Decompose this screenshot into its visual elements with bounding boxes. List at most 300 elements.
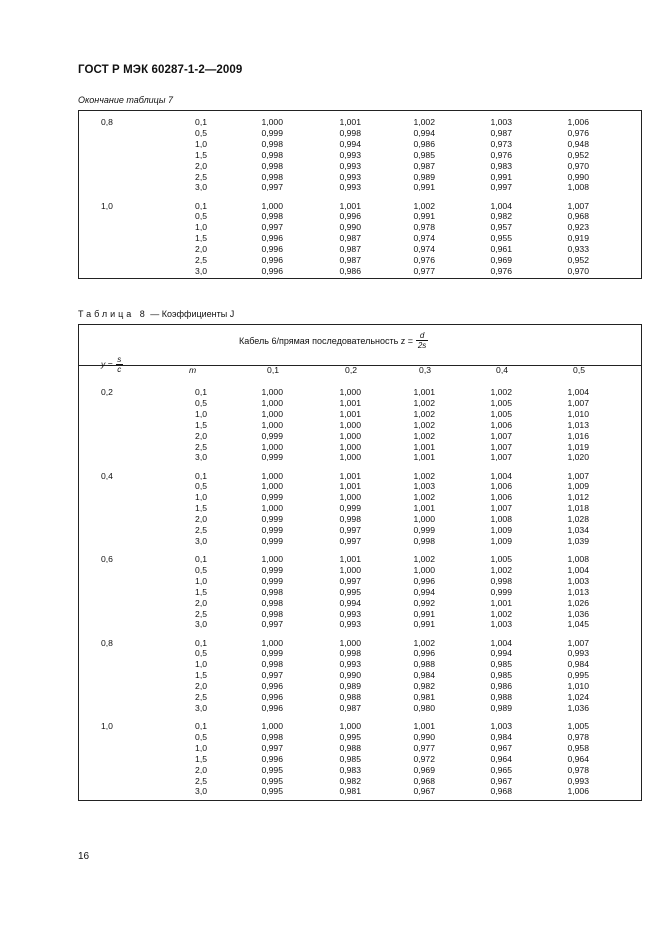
table-cell: 1,000 [261, 387, 283, 397]
table-cell: 0,999 [261, 127, 283, 138]
table-cell: 0,999 [490, 586, 512, 597]
table-cell: 0,923 [567, 222, 589, 233]
m-value: 2,0 [195, 681, 207, 692]
table-cell: 0,972 [413, 753, 435, 764]
table-cell: 0,994 [413, 586, 435, 597]
table-cell: 0,986 [339, 265, 361, 276]
table-cell: 0,992 [413, 597, 435, 608]
table-cell: 0,998 [261, 160, 283, 171]
table-cell: 0,998 [261, 149, 283, 160]
table-cell: 0,998 [261, 138, 283, 149]
m-value: 1,0 [195, 408, 207, 419]
m-value: 0,1 [195, 637, 207, 648]
table8-header-cable [239, 331, 428, 350]
table7 [78, 110, 642, 279]
table-cell: 1,001 [490, 597, 512, 608]
table-cell: 1,008 [490, 514, 512, 525]
table-cell: 0,993 [339, 160, 361, 171]
table-cell: 0,995 [567, 670, 589, 681]
table-cell: 1,004 [567, 564, 589, 575]
table-cell: 0,990 [413, 731, 435, 742]
table-cell: 1,001 [413, 503, 435, 514]
table-cell: 0,997 [261, 670, 283, 681]
m-value: 0,5 [195, 397, 207, 408]
column-header: 0,3 [419, 365, 431, 375]
table-cell: 0,999 [261, 564, 283, 575]
table-cell: 1,036 [567, 608, 589, 619]
table-cell: 1,007 [567, 200, 589, 211]
table-cell: 0,997 [261, 182, 283, 193]
table-cell: 0,987 [339, 233, 361, 244]
m-value: 2,5 [195, 171, 207, 182]
y-value: 0,8 [101, 637, 113, 648]
table-cell: 1,010 [567, 408, 589, 419]
table-cell: 0,994 [339, 138, 361, 149]
m-value: 1,5 [195, 419, 207, 430]
table-cell: 1,002 [413, 408, 435, 419]
table-cell: 0,996 [261, 702, 283, 713]
table-cell: 0,998 [339, 514, 361, 525]
table-cell: 1,000 [339, 387, 361, 397]
table-cell: 0,991 [413, 619, 435, 630]
table-cell: 1,000 [261, 637, 283, 648]
table-cell: 1,018 [567, 503, 589, 514]
table-cell: 0,993 [567, 648, 589, 659]
table8-caption-label: Таблица 8 [78, 309, 148, 319]
y-fraction [116, 355, 123, 374]
table-cell: 1,000 [261, 408, 283, 419]
table-cell: 0,993 [339, 182, 361, 193]
table-cell: 0,976 [413, 255, 435, 265]
table-cell: 1,002 [413, 637, 435, 648]
y-value: 0,2 [101, 387, 113, 397]
m-value: 3,0 [195, 452, 207, 463]
table-cell: 0,967 [413, 786, 435, 797]
table-cell: 1,000 [261, 397, 283, 408]
m-value: 2,0 [195, 764, 207, 775]
table-cell: 1,001 [339, 470, 361, 481]
table-cell: 0,985 [339, 753, 361, 764]
table-cell: 1,007 [490, 503, 512, 514]
table-cell: 1,000 [339, 564, 361, 575]
table-cell: 1,008 [567, 182, 589, 193]
table-cell: 1,006 [490, 481, 512, 492]
table-cell: 1,002 [413, 470, 435, 481]
table-cell: 0,999 [413, 525, 435, 535]
table8-caption-text: — Коэффициенты J [147, 309, 235, 319]
m-value: 2,5 [195, 441, 207, 452]
m-value: 1,0 [195, 492, 207, 503]
table-cell: 0,998 [490, 575, 512, 586]
table-cell: 0,996 [261, 244, 283, 255]
table-cell: 0,999 [261, 430, 283, 441]
table-cell: 0,964 [490, 753, 512, 764]
table-cell: 0,994 [339, 597, 361, 608]
column-header: 0,4 [496, 365, 508, 375]
table-cell: 1,009 [490, 535, 512, 546]
table-cell: 1,002 [490, 608, 512, 619]
table-cell: 1,045 [567, 619, 589, 630]
m-value: 1,0 [195, 575, 207, 586]
table-cell: 0,996 [261, 692, 283, 702]
y-value: 0,4 [101, 470, 113, 481]
table-cell: 0,997 [261, 222, 283, 233]
table-cell: 0,976 [490, 149, 512, 160]
table-cell: 1,024 [567, 692, 589, 702]
m-value: 1,5 [195, 586, 207, 597]
table-cell: 0,999 [261, 514, 283, 525]
table-cell: 1,001 [339, 554, 361, 564]
m-value: 1,0 [195, 138, 207, 149]
table-cell: 1,000 [261, 470, 283, 481]
table-cell: 0,952 [567, 255, 589, 265]
table-cell: 1,036 [567, 702, 589, 713]
m-value: 2,0 [195, 514, 207, 525]
table-cell: 1,002 [413, 492, 435, 503]
table-cell: 1,019 [567, 441, 589, 452]
table-cell: 1,002 [413, 430, 435, 441]
table-cell: 1,001 [339, 408, 361, 419]
table-cell: 1,006 [490, 419, 512, 430]
table-cell: 0,952 [567, 149, 589, 160]
table-cell: 1,013 [567, 586, 589, 597]
table-cell: 0,990 [339, 222, 361, 233]
table-cell: 1,002 [413, 117, 435, 127]
table-cell: 1,003 [490, 721, 512, 731]
table-cell: 1,000 [413, 514, 435, 525]
table-cell: 0,999 [261, 452, 283, 463]
table-cell: 0,998 [261, 597, 283, 608]
table-cell: 0,996 [339, 211, 361, 222]
table-cell: 0,967 [490, 742, 512, 753]
table-cell: 0,933 [567, 244, 589, 255]
table-cell: 0,998 [261, 731, 283, 742]
table-cell: 0,997 [261, 742, 283, 753]
m-value: 2,5 [195, 775, 207, 786]
table-cell: 0,976 [567, 127, 589, 138]
table-cell: 0,999 [339, 503, 361, 514]
table-cell: 0,982 [413, 681, 435, 692]
table-cell: 0,984 [567, 659, 589, 670]
table-cell: 0,993 [567, 775, 589, 786]
table-cell: 0,996 [413, 648, 435, 659]
table-cell: 0,985 [490, 670, 512, 681]
y-value: 0,8 [101, 117, 113, 127]
table-cell: 1,028 [567, 514, 589, 525]
table-cell: 1,007 [567, 397, 589, 408]
table-cell: 0,958 [567, 742, 589, 753]
table-cell: 0,948 [567, 138, 589, 149]
m-value: 1,5 [195, 670, 207, 681]
table-cell: 0,993 [339, 608, 361, 619]
table-cell: 0,978 [567, 731, 589, 742]
m-value: 1,0 [195, 742, 207, 753]
cable-header-text: Кабель 6/прямая последовательность z = [239, 335, 414, 346]
m-value: 0,1 [195, 721, 207, 731]
m-header: m [189, 365, 197, 375]
m-value: 2,0 [195, 597, 207, 608]
table-cell: 0,969 [413, 764, 435, 775]
m-value: 2,5 [195, 525, 207, 535]
z-denominator: 2s [417, 341, 427, 350]
table-cell: 0,994 [490, 648, 512, 659]
table-cell: 0,995 [339, 731, 361, 742]
table-cell: 1,005 [567, 721, 589, 731]
table-cell: 0,989 [413, 171, 435, 182]
table-cell: 1,000 [339, 430, 361, 441]
table-cell: 0,919 [567, 233, 589, 244]
table-cell: 0,985 [413, 149, 435, 160]
table-cell: 0,974 [413, 244, 435, 255]
table-cell: 0,995 [261, 775, 283, 786]
column-header: 0,2 [345, 365, 357, 375]
m-value: 3,0 [195, 786, 207, 797]
table-cell: 1,000 [261, 117, 283, 127]
table-cell: 1,008 [567, 554, 589, 564]
table-cell: 0,988 [339, 692, 361, 702]
table-cell: 0,999 [261, 535, 283, 546]
table-cell: 0,985 [490, 659, 512, 670]
m-value: 0,1 [195, 200, 207, 211]
table-cell: 0,986 [413, 138, 435, 149]
table-cell: 0,996 [261, 753, 283, 764]
table-cell: 0,982 [490, 211, 512, 222]
table-cell: 1,005 [490, 397, 512, 408]
y-prefix: y = [101, 359, 113, 370]
table8 [78, 324, 642, 801]
table-cell: 0,989 [490, 702, 512, 713]
table-cell: 0,988 [413, 659, 435, 670]
table-cell: 1,034 [567, 525, 589, 535]
table-cell: 0,997 [339, 535, 361, 546]
table-cell: 1,000 [339, 492, 361, 503]
table-cell: 0,970 [567, 265, 589, 276]
table-cell: 0,988 [339, 742, 361, 753]
table-cell: 0,994 [413, 127, 435, 138]
table-cell: 1,000 [339, 419, 361, 430]
table-cell: 1,020 [567, 452, 589, 463]
table-cell: 0,981 [413, 692, 435, 702]
table-cell: 0,997 [339, 575, 361, 586]
table-cell: 0,998 [339, 127, 361, 138]
table-cell: 0,995 [261, 786, 283, 797]
m-value: 1,5 [195, 233, 207, 244]
table-cell: 1,001 [413, 441, 435, 452]
table-cell: 1,003 [567, 575, 589, 586]
table-cell: 0,988 [490, 692, 512, 702]
table-cell: 0,989 [339, 681, 361, 692]
table-cell: 0,961 [490, 244, 512, 255]
y-value: 1,0 [101, 721, 113, 731]
table-cell: 0,984 [490, 731, 512, 742]
table-cell: 0,987 [490, 127, 512, 138]
table-cell: 1,000 [261, 481, 283, 492]
m-value: 0,1 [195, 554, 207, 564]
table-cell: 0,976 [490, 265, 512, 276]
table-cell: 1,003 [490, 619, 512, 630]
table-cell: 1,000 [261, 419, 283, 430]
table-cell: 0,998 [339, 648, 361, 659]
table-cell: 1,002 [490, 564, 512, 575]
table-cell: 0,982 [339, 775, 361, 786]
table-cell: 1,005 [490, 554, 512, 564]
table-cell: 0,964 [567, 753, 589, 764]
table-cell: 0,998 [413, 535, 435, 546]
table-cell: 1,016 [567, 430, 589, 441]
m-value: 2,0 [195, 430, 207, 441]
table-cell: 0,984 [413, 670, 435, 681]
table-cell: 1,007 [490, 430, 512, 441]
column-header: 0,1 [267, 365, 279, 375]
m-value: 0,5 [195, 564, 207, 575]
m-value: 3,0 [195, 702, 207, 713]
table-cell: 1,000 [339, 637, 361, 648]
table-cell: 0,999 [261, 492, 283, 503]
m-value: 2,5 [195, 692, 207, 702]
table-cell: 1,003 [490, 117, 512, 127]
m-value: 3,0 [195, 535, 207, 546]
table-cell: 0,993 [339, 619, 361, 630]
m-value: 3,0 [195, 619, 207, 630]
table-cell: 1,001 [339, 481, 361, 492]
m-value: 2,5 [195, 608, 207, 619]
table8-caption [78, 309, 234, 319]
m-value: 0,1 [195, 470, 207, 481]
table-cell: 1,010 [567, 681, 589, 692]
table-cell: 1,002 [490, 387, 512, 397]
y-numerator: s [117, 355, 122, 364]
table-cell: 1,001 [413, 721, 435, 731]
m-value: 1,5 [195, 149, 207, 160]
table-cell: 0,997 [261, 619, 283, 630]
table-cell: 0,957 [490, 222, 512, 233]
table-cell: 0,965 [490, 764, 512, 775]
table-cell: 1,006 [567, 786, 589, 797]
table-cell: 1,003 [413, 481, 435, 492]
table-cell: 0,970 [567, 160, 589, 171]
table-cell: 0,998 [261, 211, 283, 222]
table-cell: 1,000 [339, 721, 361, 731]
y-value: 0,6 [101, 554, 113, 564]
table-cell: 0,969 [490, 255, 512, 265]
table-cell: 0,993 [339, 171, 361, 182]
table-cell: 0,968 [413, 775, 435, 786]
table-cell: 1,006 [490, 492, 512, 503]
table-cell: 1,004 [490, 637, 512, 648]
table-cell: 0,995 [261, 764, 283, 775]
m-value: 0,5 [195, 731, 207, 742]
table-cell: 0,991 [413, 211, 435, 222]
table-cell: 0,991 [413, 182, 435, 193]
table-cell: 1,000 [413, 564, 435, 575]
table-cell: 0,995 [339, 586, 361, 597]
m-value: 0,5 [195, 211, 207, 222]
table-cell: 1,009 [567, 481, 589, 492]
table-cell: 1,009 [490, 525, 512, 535]
table-cell: 1,039 [567, 535, 589, 546]
table-cell: 0,996 [261, 265, 283, 276]
table-cell: 1,000 [261, 441, 283, 452]
y-value: 1,0 [101, 200, 113, 211]
table-cell: 0,977 [413, 265, 435, 276]
table-cell: 1,000 [339, 452, 361, 463]
table-cell: 1,000 [261, 503, 283, 514]
m-value: 0,1 [195, 117, 207, 127]
table-cell: 1,005 [490, 408, 512, 419]
table-cell: 1,012 [567, 492, 589, 503]
table-cell: 0,997 [490, 182, 512, 193]
m-value: 0,5 [195, 481, 207, 492]
table-cell: 1,006 [567, 117, 589, 127]
table-cell: 0,968 [490, 786, 512, 797]
m-value: 2,0 [195, 244, 207, 255]
table-cell: 1,013 [567, 419, 589, 430]
table-cell: 0,990 [339, 670, 361, 681]
table-cell: 1,007 [567, 470, 589, 481]
table-cell: 1,001 [339, 117, 361, 127]
table-cell: 1,001 [339, 200, 361, 211]
m-value: 0,1 [195, 387, 207, 397]
table-cell: 0,978 [413, 222, 435, 233]
z-fraction [416, 331, 428, 350]
table-cell: 0,999 [261, 648, 283, 659]
table-cell: 0,990 [567, 171, 589, 182]
y-denominator: c [117, 365, 122, 374]
document-title: ГОСТ Р МЭК 60287-1-2—2009 [78, 64, 243, 76]
table-cell: 0,991 [413, 608, 435, 619]
table-cell: 0,983 [490, 160, 512, 171]
table-cell: 1,007 [490, 452, 512, 463]
page-number: 16 [78, 851, 90, 862]
m-value: 1,0 [195, 659, 207, 670]
table-cell: 1,000 [261, 200, 283, 211]
table-cell: 0,981 [339, 786, 361, 797]
table-cell: 1,000 [261, 554, 283, 564]
table-cell: 0,968 [567, 211, 589, 222]
table-cell: 0,998 [261, 659, 283, 670]
table-cell: 0,999 [261, 525, 283, 535]
table-cell: 0,987 [339, 244, 361, 255]
table-cell: 1,004 [490, 200, 512, 211]
table-cell: 1,002 [413, 554, 435, 564]
m-value: 2,5 [195, 255, 207, 265]
table-cell: 0,977 [413, 742, 435, 753]
m-value: 0,5 [195, 648, 207, 659]
table-cell: 0,997 [339, 525, 361, 535]
table-cell: 0,987 [339, 702, 361, 713]
table-cell: 0,999 [261, 575, 283, 586]
table-cell: 0,998 [261, 171, 283, 182]
table-cell: 0,998 [261, 608, 283, 619]
table-cell: 0,996 [261, 233, 283, 244]
m-value: 0,5 [195, 127, 207, 138]
m-value: 3,0 [195, 182, 207, 193]
table-cell: 1,001 [339, 397, 361, 408]
table-cell: 1,026 [567, 597, 589, 608]
table-cell: 0,955 [490, 233, 512, 244]
m-value: 2,0 [195, 160, 207, 171]
column-header: 0,5 [573, 365, 585, 375]
z-numerator: d [419, 331, 425, 340]
m-value: 3,0 [195, 265, 207, 276]
table-cell: 0,973 [490, 138, 512, 149]
table-cell: 1,002 [413, 419, 435, 430]
table-cell: 0,991 [490, 171, 512, 182]
table-cell: 1,002 [413, 200, 435, 211]
table-cell: 0,980 [413, 702, 435, 713]
table-cell: 0,983 [339, 764, 361, 775]
table-cell: 0,986 [490, 681, 512, 692]
